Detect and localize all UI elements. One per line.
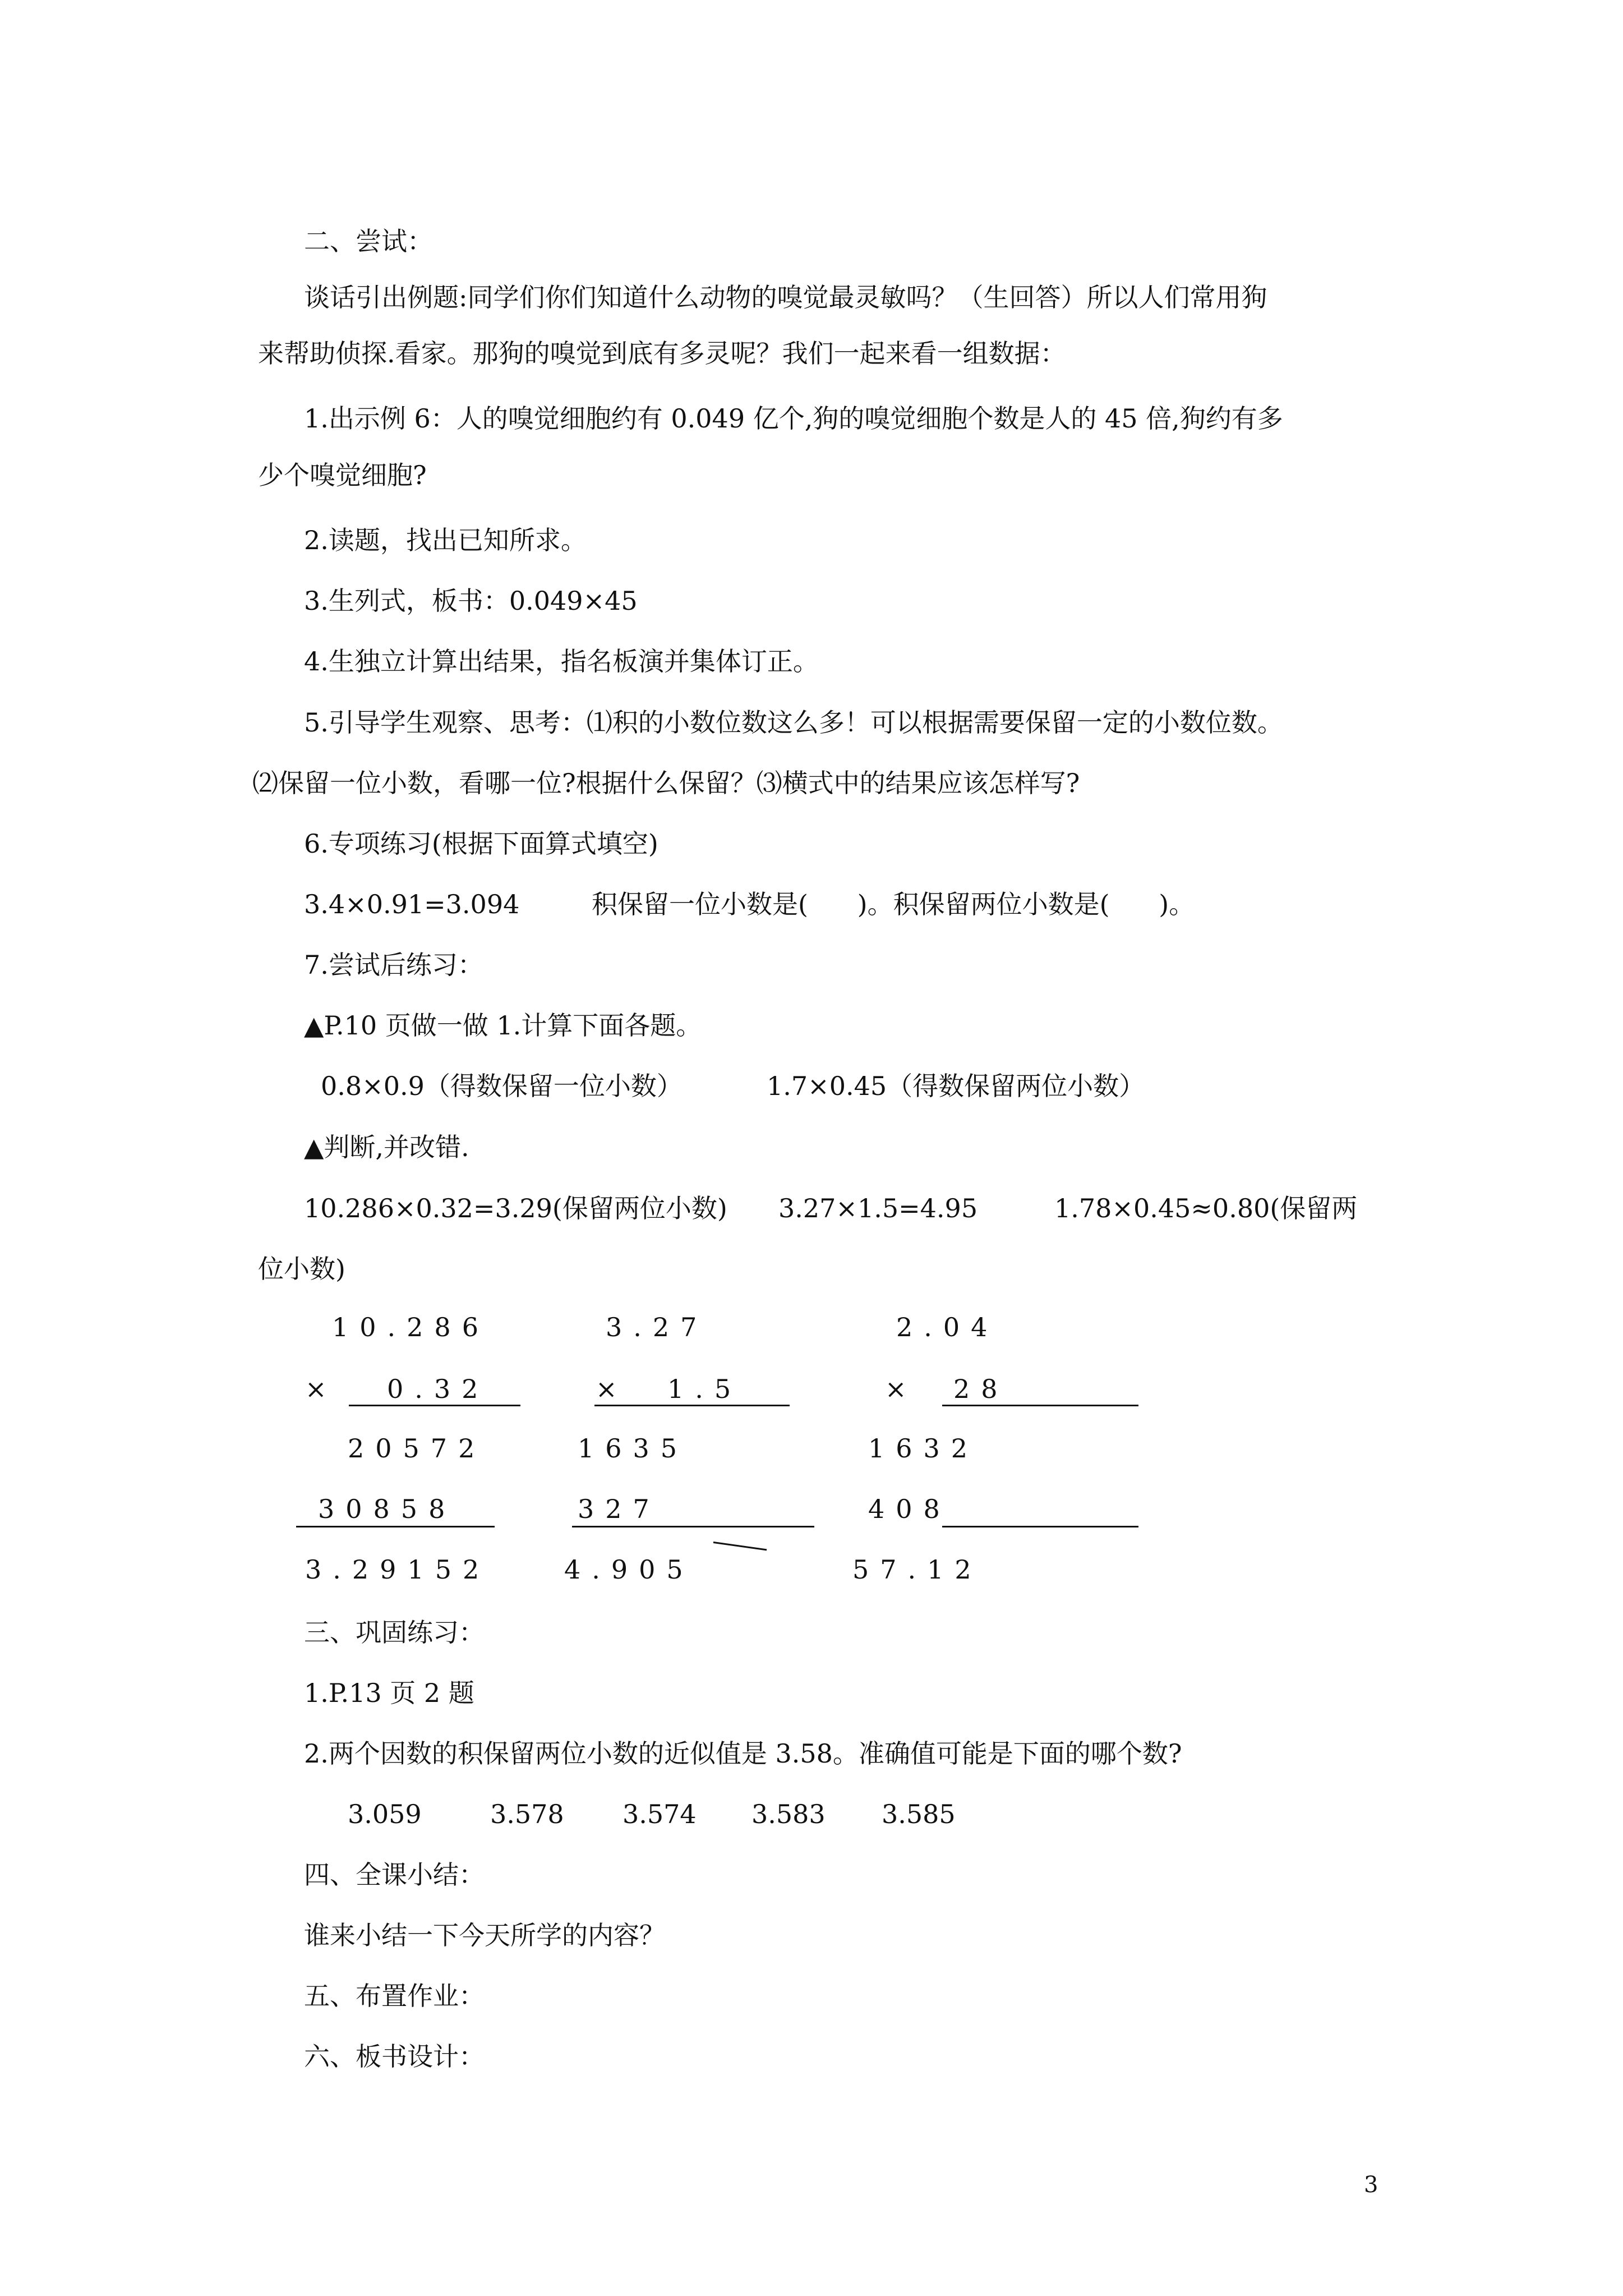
practice-option-5: 3.585 [882,1799,956,1829]
practice-option-2: 3.578 [490,1799,564,1829]
calc-2-partial-1: 1635 [578,1433,689,1464]
calc-2-partial-2: 327 [578,1494,661,1524]
step-1-line-2: 少个嗅觉细胞? [258,460,427,490]
practice-option-1: 3.059 [348,1799,422,1829]
calc-2-underline-2 [572,1526,814,1527]
calc-1-sign: × [305,1374,338,1404]
calc-3-partial-1: 1632 [868,1433,979,1464]
calc-3-multiplier: 28 [953,1374,1009,1404]
calc-2-sign: × [596,1374,629,1404]
step-6-question: 积保留一位小数是( )。积保留两位小数是( )。 [592,889,1195,919]
correction-mark [713,1542,767,1550]
calc-1-multiplicand: 10.286 [332,1312,490,1342]
step-4: 4.生独立计算出结果，指名板演并集体订正。 [304,646,819,677]
step-7-exercise-b2: 1.7×0.45（得数保留两位小数） [767,1071,1145,1101]
calc-1-multiplier: 0.32 [387,1374,490,1404]
calc-1-partial-1: 20572 [348,1433,486,1464]
calc-3-result: 57.12 [852,1554,983,1585]
step-2: 2.读题，找出已知所求。 [304,525,587,555]
calc-3-partial-2: 408 [868,1494,951,1524]
calc-3-underline-1 [942,1405,1138,1406]
step-5-line-1: 5.引导学生观察、思考：⑴积的小数位数这么多！可以根据需要保留一定的小数位数。 [304,707,1283,738]
intro-line-1: 谈话引出例题:同学们你们知道什么动物的嗅觉最灵敏吗？（生回答）所以人们常用狗 [304,282,1267,312]
practice-option-3: 3.574 [623,1799,697,1829]
step-6-equation: 3.4×0.91=3.094 [304,889,520,919]
calc-1-underline-1 [349,1405,520,1406]
page-number: 3 [1364,2172,1378,2198]
practice-option-4: 3.583 [751,1799,826,1829]
step-7: 7.尝试后练习： [304,950,483,980]
calc-1-underline-2 [296,1526,495,1527]
summary-question: 谁来小结一下今天所学的内容？ [304,1920,665,1950]
section-title-homework: 五、布置作业： [304,1981,485,2011]
step-6: 6.专项练习(根据下面算式填空) [304,829,658,859]
step-7-judge-item-1: 10.286×0.32=3.29(保留两位小数) [304,1193,727,1223]
step-7-judge-item-3-cont: 位小数) [258,1254,345,1284]
calc-1-partial-2: 30858 [318,1494,457,1524]
practice-1: 1.P.13 页 2 题 [304,1678,474,1708]
calc-2-underline-1 [594,1405,790,1406]
practice-2: 2.两个因数的积保留两位小数的近似值是 3.58。准确值可能是下面的哪个数? [304,1738,1182,1769]
calc-3-sign: × [885,1374,918,1404]
calc-2-result: 4.905 [564,1554,694,1585]
section-title-board: 六、板书设计： [304,2041,485,2072]
calc-3-underline-2 [942,1526,1138,1527]
step-3: 3.生列式，板书：0.049×45 [304,586,638,616]
step-7-exercise-b1: 0.8×0.9（得数保留一位小数） [321,1071,683,1101]
step-7-exercise-a: ▲P.10 页做一做 1.计算下面各题。 [304,1010,702,1041]
calc-3-multiplicand: 2.04 [896,1312,999,1342]
section-title-practice: 三、巩固练习： [304,1617,485,1648]
section-title-try: 二、尝试： [304,226,433,256]
step-5-line-2: ⑵保留一位小数，看哪一位?根据什么保留？⑶横式中的结果应该怎样写? [252,768,1080,798]
section-title-summary: 四、全课小结： [304,1860,485,1890]
intro-line-2: 来帮助侦探.看家。那狗的嗅觉到底有多灵呢？我们一起来看一组数据： [258,338,1066,369]
step-7-judge: ▲判断,并改错. [304,1132,469,1162]
calc-2-multiplier: 1.5 [667,1374,743,1404]
step-7-judge-item-3: 1.78×0.45≈0.80(保留两 [1054,1193,1358,1223]
calc-1-result: 3.29152 [305,1554,491,1585]
step-7-judge-item-2: 3.27×1.5=4.95 [778,1193,978,1223]
calc-2-multiplicand: 3.27 [606,1312,708,1342]
step-1-line-1: 1.出示例 6：人的嗅觉细胞约有 0.049 亿个,狗的嗅觉细胞个数是人的 45 倍,狗约有多 [304,403,1283,434]
